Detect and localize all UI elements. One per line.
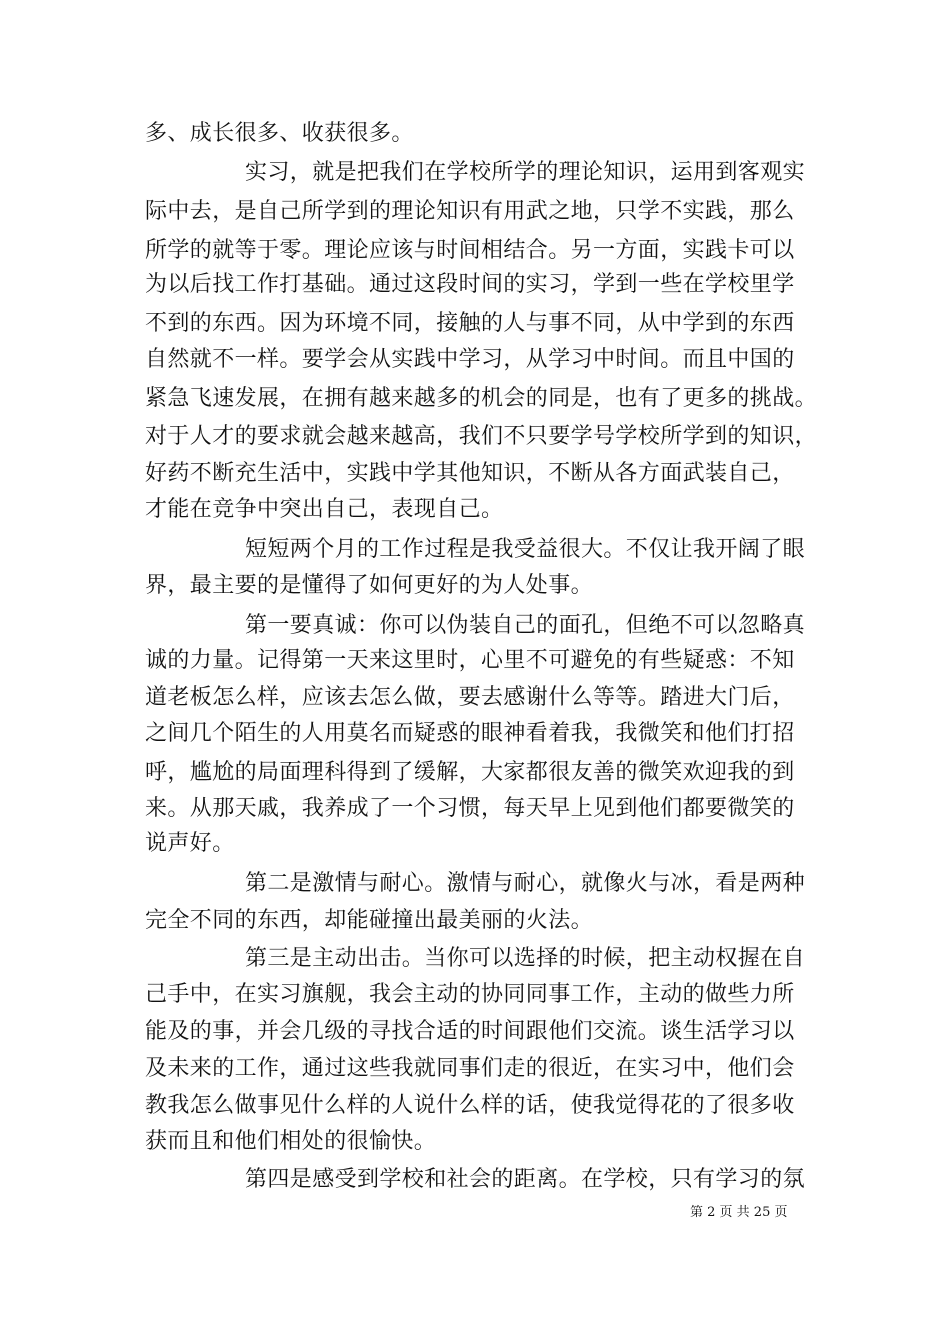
paragraph-start-line: 第一要真诚：你可以伪装自己的面孔，但绝不可以忽略真 <box>245 613 806 638</box>
text-line: 获而且和他们相处的很愉快。 <box>145 1129 437 1154</box>
text-line: 所学的就等于零。理论应该与时间相结合。另一方面，实践卡可以 <box>145 238 795 263</box>
paragraph-start-line: 实习，就是把我们在学校所学的理论知识，运用到客观实 <box>245 160 806 185</box>
paragraph-start-line: 短短两个月的工作过程是我受益很大。不仅让我开阔了眼 <box>245 537 806 562</box>
text-line: 为以后找工作打基础。通过这段时间的实习，学到一些在学校里学 <box>145 272 795 297</box>
text-line: 完全不同的东西，却能碰撞出最美丽的火法。 <box>145 908 594 933</box>
page-number: 第 2 页 共 25 页 <box>690 1205 788 1220</box>
text-line: 不到的东西。因为环境不同，接触的人与事不同，从中学到的东西 <box>145 311 795 336</box>
text-line: 好药不断充生活中，实践中学其他知识，不断从各方面武装自己， <box>145 461 795 486</box>
text-line: 呼，尴尬的局面理科得到了缓解，大家都很友善的微笑欢迎我的到 <box>145 760 795 785</box>
paragraph-start-line: 第二是激情与耐心。激情与耐心，就像火与冰，看是两种 <box>245 871 806 896</box>
text-line: 对于人才的要求就会越来越高，我们不只要学号学校所学到的知识， <box>145 424 818 449</box>
text-line: 能及的事，并会几级的寻找合适的时间跟他们交流。谈生活学习以 <box>145 1019 795 1044</box>
paragraph-start-line: 第三是主动出击。当你可以选择的时候，把主动权握在自 <box>245 946 806 971</box>
text-line: 及未来的工作，通过这些我就同事们走的很近，在实习中，他们会 <box>145 1056 795 1081</box>
text-line: 来。从那天戚，我养成了一个习惯，每天早上见到他们都要微笑的 <box>145 796 795 821</box>
text-line: 际中去，是自己所学到的理论知识有用武之地，只学不实践，那么 <box>145 199 795 224</box>
text-line: 己手中，在实习旗舰，我会主动的协同同事工作，主动的做些力所 <box>145 982 795 1007</box>
text-line: 紧急飞速发展，在拥有越来越多的机会的同是，也有了更多的挑战。 <box>145 386 818 411</box>
text-line: 才能在竞争中突出自己，表现自己。 <box>145 497 504 522</box>
paragraph-start-line: 第四是感受到学校和社会的距离。在学校，只有学习的氛 <box>245 1167 806 1192</box>
text-line: 教我怎么做事见什么样的人说什么样的话，使我觉得花的了很多收 <box>145 1093 795 1118</box>
text-line: 道老板怎么样，应该去怎么做，要去感谢什么等等。踏进大门后， <box>145 685 795 710</box>
text-line: 说声好。 <box>145 831 235 856</box>
text-line: 界，最主要的是懂得了如何更好的为人处事。 <box>145 573 594 598</box>
text-line: 自然就不一样。要学会从实践中学习，从学习中时间。而且中国的 <box>145 347 795 372</box>
text-line: 诚的力量。记得第一天来这里时，心里不可避免的有些疑惑：不知 <box>145 648 795 673</box>
text-line: 之间几个陌生的人用莫名而疑惑的眼神看着我，我微笑和他们打招 <box>145 721 795 746</box>
text-line: 多、成长很多、收获很多。 <box>145 121 414 146</box>
